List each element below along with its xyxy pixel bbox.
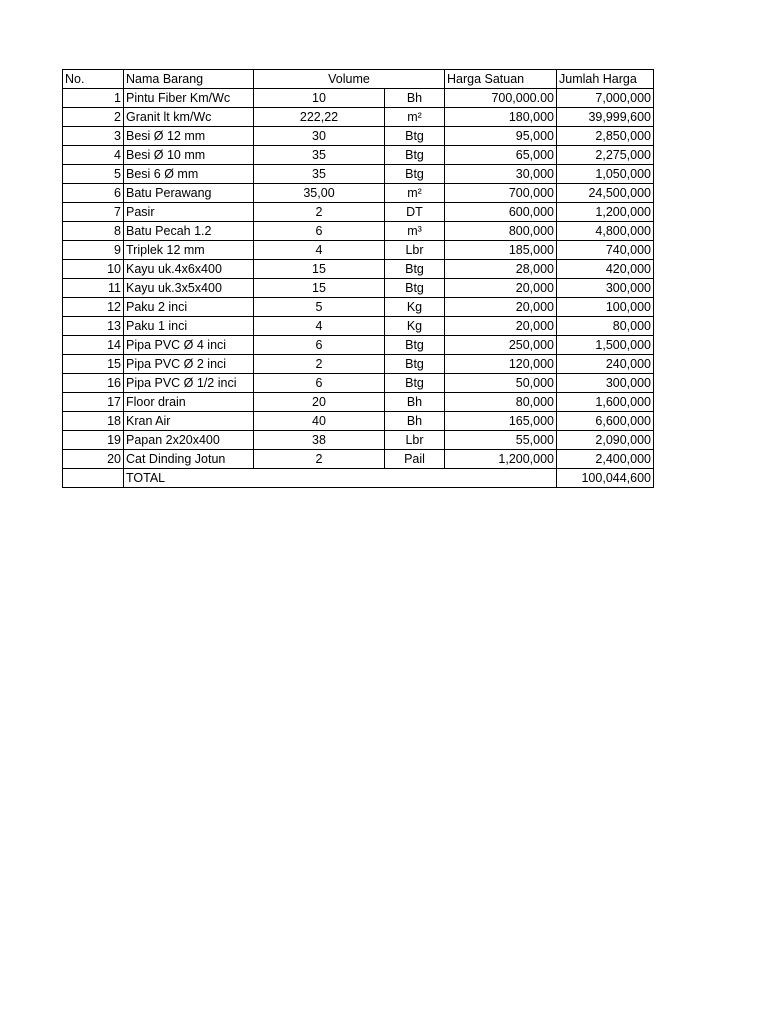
cell-quantity[interactable]: 6 [254, 222, 385, 241]
table-row [63, 317, 654, 336]
cell-quantity[interactable]: 38 [254, 431, 385, 450]
cell-unit-price[interactable]: 30,000 [445, 165, 557, 184]
table-row [63, 184, 654, 203]
cell-total-price[interactable]: 740,000 [557, 241, 654, 260]
cell-no[interactable]: 15 [63, 355, 124, 374]
cell-total-price[interactable]: 300,000 [557, 279, 654, 298]
cell-item-name[interactable]: Kayu uk.4x6x400 [124, 260, 254, 279]
cell-total-price[interactable]: 2,275,000 [557, 146, 654, 165]
cell-quantity[interactable]: 15 [254, 279, 385, 298]
cell-total-price[interactable]: 4,800,000 [557, 222, 654, 241]
cell-unit[interactable]: Btg [385, 374, 445, 393]
header-total-price[interactable]: Jumlah Harga [557, 70, 654, 89]
cell-no[interactable]: 17 [63, 393, 124, 412]
cell-unit[interactable]: Pail [385, 450, 445, 469]
table-row [63, 431, 654, 450]
cell-item-name[interactable]: Floor drain [124, 393, 254, 412]
cell-quantity[interactable]: 2 [254, 450, 385, 469]
cell-unit[interactable]: Bh [385, 393, 445, 412]
cell-unit[interactable]: m² [385, 184, 445, 203]
cell-unit[interactable]: Btg [385, 146, 445, 165]
cell-item-name[interactable]: Kran Air [124, 412, 254, 431]
cell-unit-price[interactable]: 165,000 [445, 412, 557, 431]
table-row [63, 165, 654, 184]
material-cost-table [62, 69, 654, 488]
header-volume[interactable]: Volume [254, 70, 445, 89]
cell-unit[interactable]: m³ [385, 222, 445, 241]
cell-no[interactable]: 2 [63, 108, 124, 127]
cell-no[interactable]: 14 [63, 336, 124, 355]
table-row [63, 89, 654, 108]
cell-unit-price[interactable]: 20,000 [445, 317, 557, 336]
cell-total-price[interactable]: 2,400,000 [557, 450, 654, 469]
cell-item-name[interactable]: Papan 2x20x400 [124, 431, 254, 450]
cell-total-price[interactable]: 420,000 [557, 260, 654, 279]
total-label[interactable]: TOTAL [124, 469, 557, 488]
cell-total-price[interactable]: 80,000 [557, 317, 654, 336]
cell-no[interactable]: 18 [63, 412, 124, 431]
cell-no[interactable]: 9 [63, 241, 124, 260]
cell-item-name[interactable]: Pipa PVC Ø 1/2 inci [124, 374, 254, 393]
table-row [63, 146, 654, 165]
cell-quantity[interactable]: 10 [254, 89, 385, 108]
cell-total-price[interactable]: 240,000 [557, 355, 654, 374]
cell-total-price[interactable]: 1,500,000 [557, 336, 654, 355]
cell-total-price[interactable]: 2,090,000 [557, 431, 654, 450]
cell-quantity[interactable]: 5 [254, 298, 385, 317]
cell-quantity[interactable]: 222,22 [254, 108, 385, 127]
cell-item-name[interactable]: Pintu Fiber Km/Wc [124, 89, 254, 108]
cell-item-name[interactable]: Granit lt km/Wc [124, 108, 254, 127]
cell-item-name[interactable]: Triplek 12 mm [124, 241, 254, 260]
cell-quantity[interactable]: 35 [254, 165, 385, 184]
cell-quantity[interactable]: 2 [254, 203, 385, 222]
cell-item-name[interactable]: Besi 6 Ø mm [124, 165, 254, 184]
cell-no[interactable]: 13 [63, 317, 124, 336]
cell-unit-price[interactable]: 120,000 [445, 355, 557, 374]
cell-item-name[interactable]: Besi Ø 10 mm [124, 146, 254, 165]
cell-quantity[interactable]: 35 [254, 146, 385, 165]
table-row [63, 355, 654, 374]
cell-no[interactable]: 8 [63, 222, 124, 241]
header-name[interactable]: Nama Barang [124, 70, 254, 89]
cell-no[interactable]: 10 [63, 260, 124, 279]
cell-unit[interactable]: m² [385, 108, 445, 127]
cell-unit-price[interactable]: 20,000 [445, 298, 557, 317]
cell-item-name[interactable]: Batu Pecah 1.2 [124, 222, 254, 241]
table-row [63, 260, 654, 279]
table-row [63, 203, 654, 222]
table-row [63, 336, 654, 355]
cell-total-price[interactable]: 39,999,600 [557, 108, 654, 127]
cell-item-name[interactable]: Paku 2 inci [124, 298, 254, 317]
cell-unit[interactable]: Btg [385, 127, 445, 146]
cell-item-name[interactable]: Paku 1 inci [124, 317, 254, 336]
cell-unit[interactable]: Bh [385, 89, 445, 108]
cell-unit-price[interactable]: 600,000 [445, 203, 557, 222]
cell-quantity[interactable]: 2 [254, 355, 385, 374]
cell-unit[interactable]: Btg [385, 279, 445, 298]
cell-unit-price[interactable]: 700,000.00 [445, 89, 557, 108]
cell-unit-price[interactable]: 250,000 [445, 336, 557, 355]
cell-no[interactable]: 6 [63, 184, 124, 203]
cell-unit-price[interactable]: 20,000 [445, 279, 557, 298]
cell-total-price[interactable]: 2,850,000 [557, 127, 654, 146]
table-row [63, 412, 654, 431]
cell-unit-price[interactable]: 28,000 [445, 260, 557, 279]
cell-no[interactable]: 19 [63, 431, 124, 450]
cell-unit[interactable]: Kg [385, 298, 445, 317]
cell-quantity[interactable]: 30 [254, 127, 385, 146]
total-row [63, 469, 654, 488]
table-row [63, 108, 654, 127]
grand-total[interactable]: 100,044,600 [557, 469, 654, 488]
cell-quantity[interactable]: 4 [254, 317, 385, 336]
cell-unit-price[interactable]: 700,000 [445, 184, 557, 203]
cell-unit[interactable]: Btg [385, 260, 445, 279]
cell-no[interactable]: 12 [63, 298, 124, 317]
table-row [63, 279, 654, 298]
cell-unit-price[interactable]: 50,000 [445, 374, 557, 393]
cell-no[interactable]: 20 [63, 450, 124, 469]
cell-unit[interactable]: Lbr [385, 431, 445, 450]
table-row [63, 374, 654, 393]
cell-item-name[interactable]: Kayu uk.3x5x400 [124, 279, 254, 298]
cell-no[interactable]: 16 [63, 374, 124, 393]
header-row [63, 70, 654, 89]
cell-quantity[interactable]: 4 [254, 241, 385, 260]
cell-no[interactable] [63, 469, 124, 488]
cell-total-price[interactable]: 300,000 [557, 374, 654, 393]
cell-total-price[interactable]: 1,050,000 [557, 165, 654, 184]
cell-no[interactable]: 7 [63, 203, 124, 222]
cell-unit[interactable]: Bh [385, 412, 445, 431]
table-row [63, 298, 654, 317]
cell-unit-price[interactable]: 65,000 [445, 146, 557, 165]
cell-no[interactable]: 4 [63, 146, 124, 165]
cell-total-price[interactable]: 1,200,000 [557, 203, 654, 222]
cell-quantity[interactable]: 6 [254, 374, 385, 393]
table-row [63, 450, 654, 469]
cell-unit[interactable]: Kg [385, 317, 445, 336]
cell-unit-price[interactable]: 180,000 [445, 108, 557, 127]
table-row [63, 222, 654, 241]
cell-quantity[interactable]: 6 [254, 336, 385, 355]
cell-unit-price[interactable]: 800,000 [445, 222, 557, 241]
cell-quantity[interactable]: 15 [254, 260, 385, 279]
cell-quantity[interactable]: 20 [254, 393, 385, 412]
cell-unit-price[interactable]: 185,000 [445, 241, 557, 260]
cell-item-name[interactable]: Pipa PVC Ø 4 inci [124, 336, 254, 355]
cell-unit-price[interactable]: 55,000 [445, 431, 557, 450]
cell-item-name[interactable]: Besi Ø 12 mm [124, 127, 254, 146]
cell-no[interactable]: 1 [63, 89, 124, 108]
cell-item-name[interactable]: Batu Perawang [124, 184, 254, 203]
cell-no[interactable]: 5 [63, 165, 124, 184]
header-unit-price[interactable]: Harga Satuan [445, 70, 557, 89]
cell-unit[interactable]: Btg [385, 355, 445, 374]
cell-unit[interactable]: Btg [385, 336, 445, 355]
cell-quantity[interactable]: 35,00 [254, 184, 385, 203]
cell-unit[interactable]: Btg [385, 165, 445, 184]
cell-item-name[interactable]: Pasir [124, 203, 254, 222]
cell-unit-price[interactable]: 80,000 [445, 393, 557, 412]
cell-total-price[interactable]: 100,000 [557, 298, 654, 317]
cell-total-price[interactable]: 1,600,000 [557, 393, 654, 412]
cell-quantity[interactable]: 40 [254, 412, 385, 431]
cell-item-name[interactable]: Cat Dinding Jotun [124, 450, 254, 469]
cell-unit-price[interactable]: 1,200,000 [445, 450, 557, 469]
cell-unit[interactable]: DT [385, 203, 445, 222]
table-row [63, 241, 654, 260]
table-row [63, 393, 654, 412]
cell-unit[interactable]: Lbr [385, 241, 445, 260]
cell-total-price[interactable]: 24,500,000 [557, 184, 654, 203]
cell-total-price[interactable]: 7,000,000 [557, 89, 654, 108]
header-no[interactable]: No. [63, 70, 124, 89]
cell-no[interactable]: 3 [63, 127, 124, 146]
cell-total-price[interactable]: 6,600,000 [557, 412, 654, 431]
table-row [63, 127, 654, 146]
cell-item-name[interactable]: Pipa PVC Ø 2 inci [124, 355, 254, 374]
cell-unit-price[interactable]: 95,000 [445, 127, 557, 146]
cell-no[interactable]: 11 [63, 279, 124, 298]
